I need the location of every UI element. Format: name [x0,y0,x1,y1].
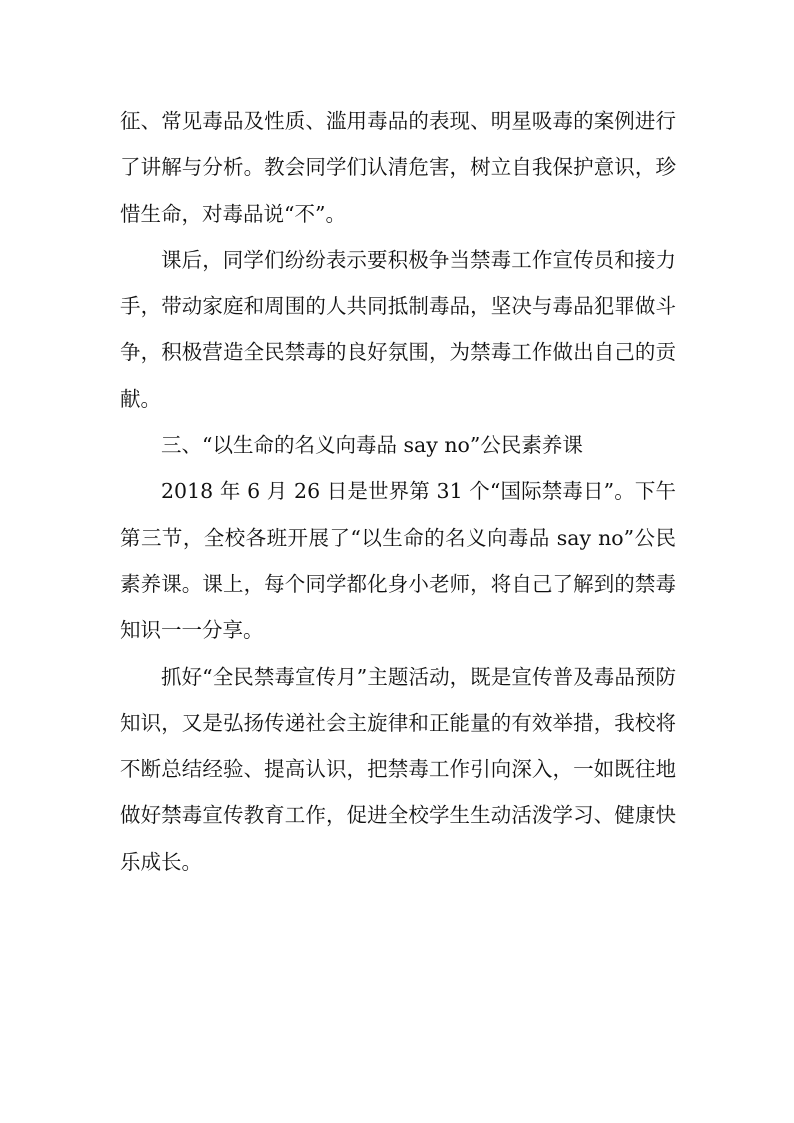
body-text [120,98,676,885]
paragraph-drug-day: 2018 年 6 月 26 日是世界第 31 个“国际禁毒日”。下午第三节，全校各班开展了“以生命的名义向毒品 say no”公民素养课。课上，每个同学都化身小老师，将自己了解到的禁毒知识一一分享。 [120,479,676,643]
paragraph-conclusion: 抓好“全民禁毒宣传月”主题活动，既是宣传普及毒品预防知识，又是弘扬传递社会主旋律和正能量的有效举措，我校将不断总结经验、提高认识，把禁毒工作引向深入，一如既往地做好禁毒宣传教育工作，促进全校学生生动活泼学习、健康快乐成长。 [120,664,676,874]
paragraph-continuation: 征、常见毒品及性质、滥用毒品的表现、明星吸毒的案例进行了讲解与分析。教会同学们认清危害，树立自我保护意识，珍惜生命，对毒品说“不”。 [120,109,676,226]
section-heading-3: 三、“以生命的名义向毒品 say no”公民素养课 [161,433,583,458]
paragraph-after-class: 课后，同学们纷纷表示要积极争当禁毒工作宣传员和接力手，带动家庭和周围的人共同抵制毒品，坚决与毒品犯罪做斗争，积极营造全民禁毒的良好氛围，为禁毒工作做出自己的贡献。 [120,247,676,411]
